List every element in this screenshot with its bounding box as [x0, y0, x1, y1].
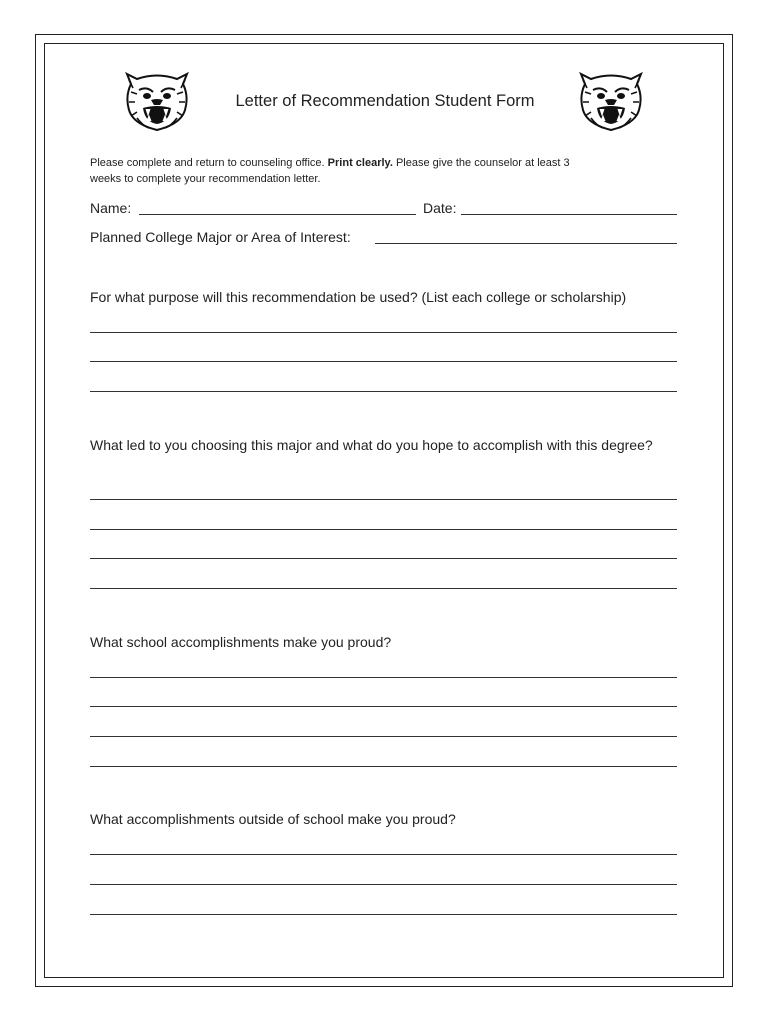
- bear-mascot-icon: [123, 70, 191, 132]
- date-field[interactable]: [461, 214, 677, 215]
- date-label: Date:: [423, 200, 457, 216]
- instructions-bold: Print clearly.: [327, 157, 393, 169]
- major-label: Planned College Major or Area of Interest:: [90, 229, 351, 245]
- answer-line[interactable]: [90, 529, 677, 530]
- answer-line[interactable]: [90, 558, 677, 559]
- answer-line[interactable]: [90, 391, 677, 392]
- answer-line[interactable]: [90, 914, 677, 915]
- answer-line[interactable]: [90, 766, 677, 767]
- instructions-text-3: weeks to complete your recommendation letter.: [90, 173, 321, 185]
- answer-line[interactable]: [90, 706, 677, 707]
- answer-line[interactable]: [90, 677, 677, 678]
- answer-line[interactable]: [90, 332, 677, 333]
- form-title: Letter of Recommendation Student Form: [235, 92, 535, 110]
- question-school-accomplishments: What school accomplishments make you proud?: [90, 634, 392, 650]
- name-field[interactable]: [139, 214, 416, 215]
- bear-mascot-icon: [577, 70, 645, 132]
- answer-line[interactable]: [90, 884, 677, 885]
- answer-line[interactable]: [90, 361, 677, 362]
- answer-line[interactable]: [90, 854, 677, 855]
- answer-line[interactable]: [90, 736, 677, 737]
- question-purpose: For what purpose will this recommendation be used? (List each college or scholarship): [90, 289, 627, 305]
- major-field[interactable]: [375, 243, 677, 244]
- answer-line[interactable]: [90, 499, 677, 500]
- question-outside-accomplishments: What accomplishments outside of school make you proud?: [90, 811, 456, 827]
- instructions-text-2: Please give the counselor at least 3: [392, 157, 570, 169]
- instructions-text-1: Please complete and return to counseling office.: [90, 157, 328, 169]
- answer-line[interactable]: [90, 588, 677, 589]
- instructions: [90, 155, 570, 187]
- name-label: Name:: [90, 200, 132, 216]
- question-major-reason: What led to you choosing this major and what do you hope to accomplish with this degree?: [90, 437, 653, 453]
